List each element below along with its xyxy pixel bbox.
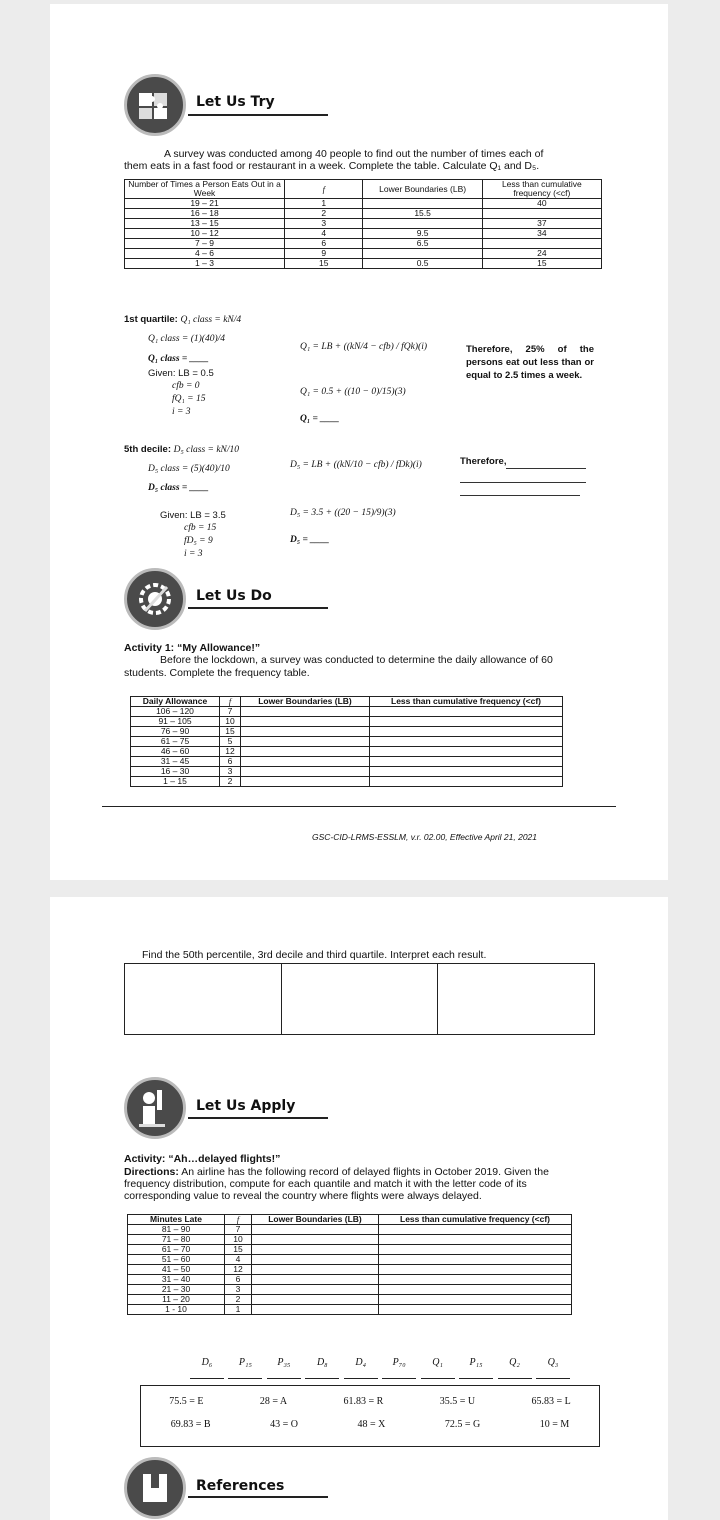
eat-out-table — [124, 179, 602, 269]
table-cell: 46 – 60 — [131, 747, 220, 757]
decile-substitution: D₅ = 3.5 + ((20 − 15)/9)(3) — [290, 508, 396, 518]
table-cell: 12 — [225, 1265, 252, 1275]
decile-class-sub: D₅ class = (5)(40)/10 — [148, 464, 230, 474]
quantile-blank[interactable]: P₁₅ — [459, 1357, 493, 1379]
col-header: Less than cumulative frequency (<cf) — [370, 697, 563, 707]
header-underline — [188, 607, 328, 609]
table-cell: 13 – 15 — [125, 219, 285, 229]
table-cell[interactable] — [241, 717, 370, 727]
table-cell: 31 – 40 — [128, 1275, 225, 1285]
col-header: f — [220, 697, 241, 707]
col-header: Lower Boundaries (LB) — [241, 697, 370, 707]
table-row — [128, 1285, 572, 1295]
let-us-apply-title: Let Us Apply — [196, 1098, 296, 1114]
table-cell[interactable] — [252, 1225, 379, 1235]
table-row — [128, 1245, 572, 1255]
table-cell: 51 – 60 — [128, 1255, 225, 1265]
directions-line-2: frequency distribution, compute for each quantile and match it with the letter code of its — [124, 1178, 527, 1190]
table-cell: 4 — [285, 229, 363, 239]
quartile-substitution: Q₁ = 0.5 + ((10 − 0)/15)(3) — [300, 387, 406, 397]
table-cell[interactable] — [379, 1285, 572, 1295]
quantile-blank[interactable]: P₃₅ — [267, 1357, 301, 1379]
table-cell: 61 – 75 — [131, 737, 220, 747]
col-header: Less than cumulative frequency (<cf) — [379, 1215, 572, 1225]
table-cell: 91 – 105 — [131, 717, 220, 727]
header-underline — [188, 1117, 328, 1119]
page-footer: GSC-CID-LRMS-ESSLM, v.r. 02.00, Effective April 21, 2021 — [312, 832, 538, 842]
table-row — [128, 1265, 572, 1275]
table-row — [128, 1295, 572, 1305]
decile-given: Given: LB = 3.5 — [160, 510, 226, 521]
table-cell[interactable] — [252, 1305, 379, 1315]
table-row — [131, 777, 563, 787]
quantile-blank[interactable]: D₈ — [305, 1357, 339, 1379]
quartile-class-sub: Q₁ class = (1)(40)/4 — [148, 334, 225, 344]
table-cell[interactable] — [252, 1245, 379, 1255]
table-cell[interactable] — [379, 1245, 572, 1255]
table-cell: 12 — [220, 747, 241, 757]
table-cell: 15.5 — [363, 209, 482, 219]
col-header: Lower Boundaries (LB) — [252, 1215, 379, 1225]
let-us-do-title: Let Us Do — [196, 588, 272, 604]
table-cell[interactable] — [241, 707, 370, 717]
table-cell: 37 — [482, 219, 601, 229]
table-cell[interactable] — [252, 1235, 379, 1245]
table-cell: 61 – 70 — [128, 1245, 225, 1255]
table-row — [131, 737, 563, 747]
letter-code: 75.5 = E — [169, 1396, 204, 1407]
table-cell: 71 – 80 — [128, 1235, 225, 1245]
quartile-heading: 1st quartile: — [124, 314, 178, 325]
activity-1-desc-1: Before the lockdown, a survey was conducted to determine the daily allowance of 60 — [160, 654, 553, 666]
table-cell[interactable] — [241, 767, 370, 777]
apply-activity-title: Activity: “Ah…delayed flights!” — [124, 1153, 281, 1165]
table-row — [131, 757, 563, 767]
table-cell: 76 – 90 — [131, 727, 220, 737]
delayed-flights-table — [127, 1214, 572, 1315]
quartile-given: Given: LB = 0.5 — [148, 368, 214, 379]
table-cell: 6.5 — [363, 239, 482, 249]
table-cell: 7 – 9 — [125, 239, 285, 249]
table-cell[interactable] — [241, 777, 370, 787]
table-row — [131, 747, 563, 757]
module-page-1 — [50, 4, 668, 880]
letter-code: 10 = M — [539, 1419, 570, 1430]
letter-code: 48 = X — [357, 1419, 386, 1430]
quantile-blank[interactable]: P₇₀ — [382, 1357, 416, 1379]
table-cell: 1 – 15 — [131, 777, 220, 787]
table-row — [125, 199, 602, 209]
table-row — [125, 239, 602, 249]
letter-code: 43 = O — [270, 1419, 298, 1430]
references-title: References — [196, 1478, 285, 1494]
table-cell: 10 – 12 — [125, 229, 285, 239]
table-cell: 2 — [285, 209, 363, 219]
letter-code: 61.83 = R — [343, 1396, 384, 1407]
table-cell[interactable] — [252, 1275, 379, 1285]
quantile-blank[interactable]: D₆ — [190, 1357, 224, 1379]
table-cell: 5 — [220, 737, 241, 747]
intro-line-2: them eats in a fast food or restaurant in a week. Complete the table. Calculate Q₁ and D₅. — [124, 160, 540, 172]
table-row — [128, 1305, 572, 1315]
intro-line-1: A survey was conducted among 40 people to find out the number of times each of — [164, 148, 544, 160]
percentile-instruction: Find the 50th percentile, 3rd decile and third quartile. Interpret each result. — [142, 949, 487, 961]
code-row — [141, 1419, 599, 1430]
letter-code: 69.83 = B — [170, 1419, 211, 1430]
quantile-blank[interactable]: D₄ — [344, 1357, 378, 1379]
table-cell — [482, 239, 601, 249]
table-cell[interactable] — [252, 1265, 379, 1275]
table-row — [125, 249, 602, 259]
table-cell[interactable] — [379, 1275, 572, 1285]
decile-fd: fD₅ = 9 — [184, 536, 213, 546]
letter-code: 28 = A — [259, 1396, 288, 1407]
table-cell — [482, 209, 601, 219]
decile-cfb: cfb = 15 — [184, 523, 217, 533]
table-cell: 15 — [482, 259, 601, 269]
table-cell: 15 — [220, 727, 241, 737]
quartile-fq: fQ₁ = 15 — [172, 394, 206, 404]
table-cell: 34 — [482, 229, 601, 239]
table-row — [128, 1225, 572, 1235]
activity-1-title: Activity 1: “My Allowance!” — [124, 642, 261, 654]
table-cell: 10 — [225, 1235, 252, 1245]
answer-box[interactable] — [438, 964, 594, 1034]
quartile-i: i = 3 — [172, 407, 191, 417]
table-cell: 31 – 45 — [131, 757, 220, 767]
table-row — [131, 767, 563, 777]
quantile-answer-row — [190, 1357, 570, 1379]
quartile-formula: Q₁ = LB + ((kN/4 − cfb) / fQk)(i) — [300, 342, 428, 352]
col-header: Lower Boundaries (LB) — [363, 180, 482, 199]
letter-code: 72.5 = G — [444, 1419, 481, 1430]
quantile-blank[interactable]: Q₁ — [421, 1357, 455, 1379]
code-box — [140, 1385, 600, 1447]
table-cell: 15 — [285, 259, 363, 269]
table-cell: 2 — [225, 1295, 252, 1305]
answer-line — [460, 482, 586, 483]
table-cell: 3 — [220, 767, 241, 777]
table-row — [125, 259, 602, 269]
directions-line-3: corresponding value to reveal the country where flights were always delayed. — [124, 1190, 482, 1202]
table-cell[interactable] — [379, 1295, 572, 1305]
table-cell[interactable] — [241, 757, 370, 767]
table-cell: 1 — [225, 1305, 252, 1315]
book-icon — [124, 1457, 186, 1519]
table-cell: 2 — [220, 777, 241, 787]
table-cell: 6 — [220, 757, 241, 767]
letter-code: 65.83 = L — [531, 1396, 571, 1407]
table-cell[interactable] — [379, 1225, 572, 1235]
table-cell — [363, 219, 482, 229]
table-cell: 41 – 50 — [128, 1265, 225, 1275]
table-cell: 24 — [482, 249, 601, 259]
table-cell[interactable] — [252, 1295, 379, 1305]
quartile-label — [124, 314, 241, 325]
table-cell: 1 – 3 — [125, 259, 285, 269]
table-cell[interactable] — [241, 737, 370, 747]
answer-line — [460, 495, 580, 496]
quartile-answer: Q₁ = ____ — [300, 414, 340, 424]
header-underline — [188, 114, 328, 116]
table-cell: 7 — [220, 707, 241, 717]
table-cell: 40 — [482, 199, 601, 209]
table-cell: 9.5 — [363, 229, 482, 239]
table-row — [131, 707, 563, 717]
table-cell[interactable] — [370, 737, 563, 747]
table-cell[interactable] — [241, 727, 370, 737]
table-cell[interactable] — [370, 717, 563, 727]
table-cell: 21 – 30 — [128, 1285, 225, 1295]
decile-conclusion: Therefore, — [460, 456, 507, 467]
answer-line — [506, 468, 586, 469]
quantile-blank[interactable]: P₁₅ — [228, 1357, 262, 1379]
col-header: Daily Allowance — [131, 697, 220, 707]
quartile-class-blank: Q₁ class = ____ — [148, 354, 209, 364]
table-row — [128, 1235, 572, 1245]
table-row — [125, 229, 602, 239]
activity-1-desc-2: students. Complete the frequency table. — [124, 667, 310, 679]
quartile-class-formula: Q₁ class = kN/4 — [180, 315, 242, 325]
apply-directions — [124, 1166, 596, 1202]
table-cell: 7 — [225, 1225, 252, 1235]
table-cell[interactable] — [379, 1255, 572, 1265]
table-cell[interactable] — [241, 747, 370, 757]
table-cell[interactable] — [370, 757, 563, 767]
divider — [102, 806, 616, 807]
answer-boxes — [124, 963, 595, 1035]
decile-class-formula: D₅ class = kN/10 — [173, 445, 240, 455]
table-cell — [363, 199, 482, 209]
table-cell[interactable] — [252, 1285, 379, 1295]
table-cell: 4 — [225, 1255, 252, 1265]
answer-box[interactable] — [282, 964, 439, 1034]
quantile-blank[interactable]: Q₂ — [498, 1357, 532, 1379]
table-cell[interactable] — [379, 1305, 572, 1315]
intro-text — [124, 148, 604, 172]
decile-heading: 5th decile: — [124, 444, 171, 455]
decile-formula: D₅ = LB + ((kN/10 − cfb) / fDk)(i) — [290, 460, 422, 470]
header-underline — [188, 1496, 328, 1498]
table-row — [128, 1255, 572, 1265]
table-cell[interactable] — [370, 767, 563, 777]
col-header: Minutes Late — [128, 1215, 225, 1225]
raised-hand-icon — [124, 1077, 186, 1139]
decile-answer: D₅ = ____ — [290, 535, 330, 545]
directions-line-1: An airline has the following record of delayed flights in October 2019. Given the — [181, 1166, 549, 1178]
table-row — [131, 717, 563, 727]
quartile-cfb: cfb = 0 — [172, 381, 200, 391]
table-cell: 3 — [285, 219, 363, 229]
table-cell[interactable] — [370, 727, 563, 737]
table-cell: 1 — [285, 199, 363, 209]
table-cell[interactable] — [252, 1255, 379, 1265]
table-cell: 10 — [220, 717, 241, 727]
table-cell: 6 — [285, 239, 363, 249]
table-cell: 16 – 18 — [125, 209, 285, 219]
table-cell[interactable] — [379, 1235, 572, 1245]
table-cell[interactable] — [379, 1265, 572, 1275]
puzzle-icon — [124, 74, 186, 136]
table-cell: 0.5 — [363, 259, 482, 269]
letter-code: 35.5 = U — [439, 1396, 476, 1407]
table-cell: 106 – 120 — [131, 707, 220, 717]
decile-class-blank: D₅ class = ____ — [148, 483, 209, 493]
let-us-try-title: Let Us Try — [196, 94, 275, 110]
table-row — [125, 219, 602, 229]
decile-label — [124, 444, 239, 455]
table-cell: 6 — [225, 1275, 252, 1285]
table-cell[interactable] — [370, 747, 563, 757]
allowance-table — [130, 696, 563, 787]
quantile-blank[interactable]: Q₃ — [536, 1357, 570, 1379]
table-row — [131, 727, 563, 737]
table-row — [125, 209, 602, 219]
table-cell[interactable] — [370, 707, 563, 717]
directions-label: Directions: — [124, 1166, 179, 1178]
table-cell: 4 – 6 — [125, 249, 285, 259]
col-header: f — [225, 1215, 252, 1225]
table-row — [128, 1275, 572, 1285]
table-cell[interactable] — [370, 777, 563, 787]
table-cell: 3 — [225, 1285, 252, 1295]
quartile-conclusion: Therefore, 25% of the persons eat out less than or equal to 2.5 times a week. — [466, 344, 594, 381]
col-header: Number of Times a Person Eats Out in a Week — [125, 180, 285, 199]
table-cell: 81 – 90 — [128, 1225, 225, 1235]
col-header: f — [285, 180, 363, 199]
table-cell: 16 – 30 — [131, 767, 220, 777]
decile-i: i = 3 — [184, 549, 203, 559]
table-cell — [363, 249, 482, 259]
code-row — [141, 1396, 599, 1407]
col-header: Less than cumulative frequency (<cf) — [482, 180, 601, 199]
table-cell: 15 — [225, 1245, 252, 1255]
module-page-2 — [50, 897, 668, 1520]
gear-pencil-icon — [124, 568, 186, 630]
table-cell: 1 - 10 — [128, 1305, 225, 1315]
table-cell: 19 – 21 — [125, 199, 285, 209]
table-cell: 9 — [285, 249, 363, 259]
table-cell: 11 – 20 — [128, 1295, 225, 1305]
answer-box[interactable] — [125, 964, 282, 1034]
